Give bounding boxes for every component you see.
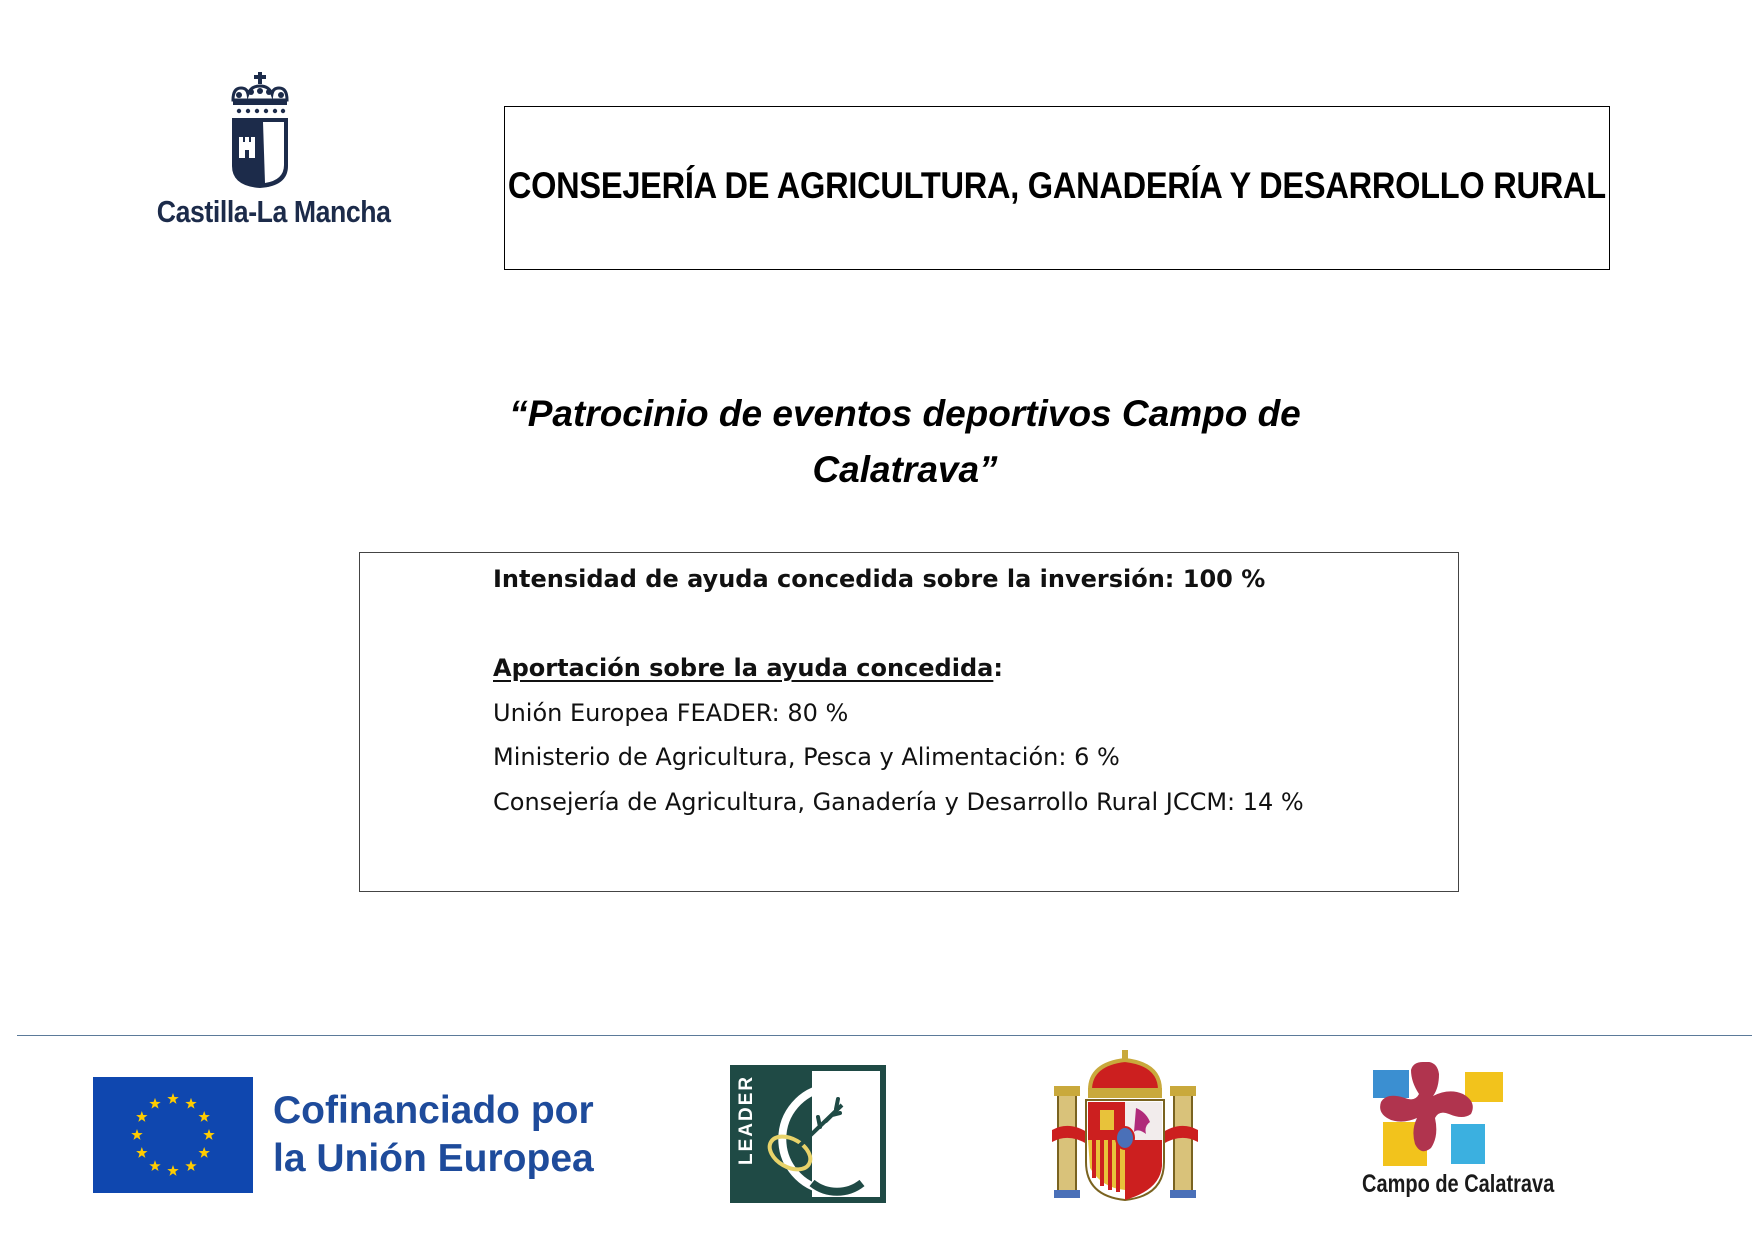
- leader-logo-text: LEADER: [736, 1074, 757, 1165]
- leader-logo: [730, 1065, 886, 1203]
- department-name: CONSEJERÍA DE AGRICULTURA, GANADERÍA Y DESARROLLO RURAL: [508, 165, 1607, 206]
- contribution-ministry: Ministerio de Agricultura, Pesca y Alimentación: 6 %: [493, 743, 1120, 771]
- contributions-heading-text: Aportación sobre la ayuda concedida: [493, 654, 994, 682]
- project-title-line-1: “Patrocinio de eventos deportivos Campo de: [509, 393, 1301, 434]
- funding-details-box: [359, 552, 1459, 892]
- castilla-la-mancha-logo: [140, 70, 391, 240]
- campo-de-calatrava-text: Campo de Calatrava: [1362, 1170, 1555, 1198]
- eu-cofinanced-logo: [93, 1077, 593, 1193]
- aid-intensity: Intensidad de ayuda concedida sobre la inversión: 100 %: [493, 565, 1266, 593]
- contributions-heading-colon: :: [993, 654, 1003, 682]
- contribution-eu: Unión Europea FEADER: 80 %: [493, 699, 849, 727]
- clm-logo-text: Castilla-La Mancha: [156, 194, 391, 229]
- eu-logo-text: [273, 1087, 594, 1183]
- clm-crown-shield-icon: [227, 70, 293, 190]
- project-title: [420, 386, 1390, 498]
- project-title-line-2: Calatrava”: [812, 449, 998, 490]
- campo-de-calatrava-cross-icon: [1373, 1062, 1503, 1170]
- contributions-heading: [493, 654, 1003, 682]
- eu-logo-line-2: la Unión Europea: [273, 1137, 594, 1180]
- eu-flag-icon: [93, 1077, 253, 1193]
- department-box: [504, 106, 1610, 270]
- contribution-regional: Consejería de Agricultura, Ganadería y Desarrollo Rural JCCM: 14 %: [493, 788, 1304, 816]
- spain-coat-of-arms-icon: [1050, 1050, 1200, 1202]
- footer-divider: [17, 1035, 1752, 1036]
- campo-de-calatrava-logo: [1343, 1062, 1555, 1210]
- eu-logo-line-1: Cofinanciado por: [273, 1089, 594, 1132]
